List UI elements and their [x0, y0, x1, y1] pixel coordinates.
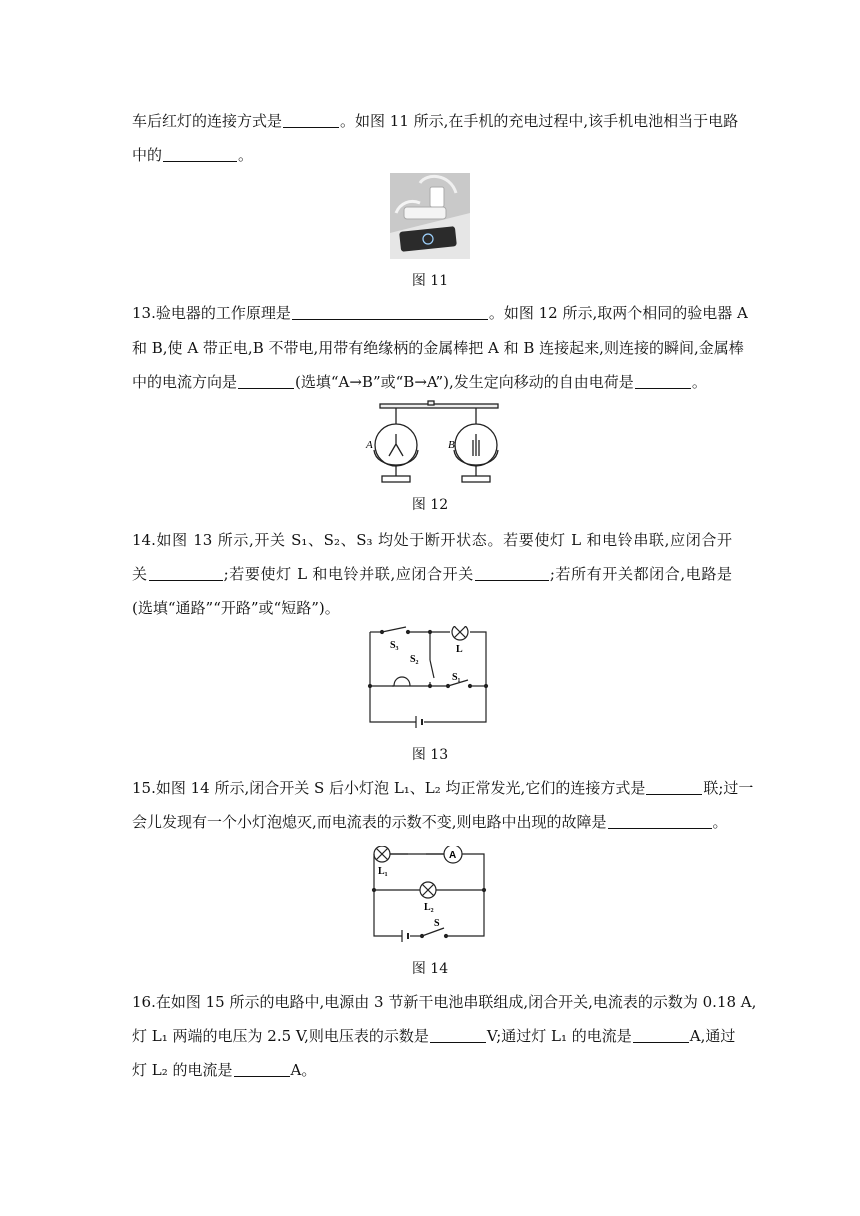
q14-text-2a: 关	[132, 565, 148, 583]
electric-bell	[394, 677, 410, 686]
switch-s3	[382, 627, 406, 632]
q15-text-1b: 联;过一	[703, 779, 754, 797]
answer-blank[interactable]	[238, 374, 294, 389]
answer-blank[interactable]	[475, 566, 549, 581]
label-l2: L₂	[424, 902, 434, 913]
answer-blank[interactable]	[646, 780, 702, 795]
q15-text-2a: 会儿发现有一个小灯泡熄灭,而电流表的示数不变,则电路中出现的故障是	[132, 813, 607, 831]
q16-line-3	[132, 1060, 732, 1080]
q16-line-1: 16.在如图 15 所示的电路中,电源由 3 节新干电池串联组成,闭合开关,电流表的示数为 0.18 A,	[132, 993, 757, 1011]
figure-11-caption: 图 11	[411, 273, 449, 289]
answer-blank[interactable]	[635, 374, 691, 389]
electroscope-a	[374, 408, 418, 482]
q13-text-3c: 。	[691, 373, 707, 391]
q15-text-1a: 15.如图 14 所示,闭合开关 S 后小灯泡 L₁、L₂ 均正常发光,它们的连接方式是	[132, 779, 646, 797]
answer-blank[interactable]	[234, 1062, 290, 1077]
q15-line-2	[132, 812, 732, 832]
q16-text-2a: 灯 L₁ 两端的电压为 2.5 V,则电压表的示数是	[132, 1027, 429, 1045]
q14-line-1: 14.如图 13 所示,开关 S₁、S₂、S₃ 均处于断开状态。若要使灯 L 和电铃串联,应闭合开	[132, 531, 732, 549]
switch-s	[422, 928, 444, 936]
q13-text-1a: 13.验电器的工作原理是	[132, 304, 291, 322]
label-s2: S₂	[410, 654, 419, 665]
electroscope-b	[454, 408, 498, 482]
label-s3: S₃	[390, 640, 399, 651]
q13-text-3b: (选填“A→B”或“B→A”),发生定向移动的自由电荷是	[295, 373, 634, 391]
answer-blank[interactable]	[608, 814, 712, 829]
switch-s2	[430, 660, 434, 678]
answer-blank[interactable]	[283, 113, 339, 128]
q12-line-1	[132, 111, 739, 131]
q13-line-2: 和 B,使 A 带正电,B 不带电,用带有绝缘柄的金属棒把 A 和 B 连接起来,则连接的瞬间,金属棒	[132, 339, 744, 357]
q13-line-3	[132, 372, 732, 392]
q14-line-2	[132, 564, 732, 584]
answer-blank[interactable]	[163, 147, 237, 162]
label-l: L	[456, 644, 463, 655]
q16-line-2	[132, 1026, 736, 1046]
label-a: A	[366, 439, 373, 451]
label-l1: L₁	[378, 866, 388, 877]
circuit-diagram-13	[364, 626, 490, 730]
insulating-handle	[428, 401, 434, 405]
label-s1: S₁	[452, 672, 461, 683]
answer-blank[interactable]	[633, 1028, 689, 1043]
electroscope-diagram	[360, 400, 510, 490]
label-s: S	[434, 918, 440, 929]
q12-text-2a: 中的	[132, 146, 163, 164]
circuit-diagram-14	[370, 846, 488, 944]
answer-blank[interactable]	[149, 566, 223, 581]
answer-blank[interactable]	[430, 1028, 486, 1043]
phone-charging-image	[390, 173, 470, 259]
q13-line-1	[132, 303, 748, 323]
metal-rod	[380, 404, 498, 408]
q14-text-2c: ;若所有开关都闭合,电路是	[549, 565, 732, 583]
q16-text-3b: A。	[290, 1061, 317, 1079]
q12-text-1b: 。如图 11 所示,在手机的充电过程中,该手机电池相当于电路	[340, 112, 739, 130]
q14-text-2b: ;若要使灯 L 和电铃并联,应闭合开关	[223, 565, 474, 583]
q14-line-3: (选填“通路”“开路”或“短路”)。	[132, 599, 340, 617]
q15-text-2b: 。	[712, 813, 728, 831]
q16-text-2b: V;通过灯 L₁ 的电流是	[486, 1027, 632, 1045]
q12-text-2b: 。	[238, 146, 254, 164]
figure-12-caption: 图 12	[411, 497, 449, 513]
q15-line-1	[132, 778, 754, 798]
q12-text-1a: 车后红灯的连接方式是	[132, 112, 283, 130]
figure-14-caption: 图 14	[411, 961, 449, 977]
figure-13-caption: 图 13	[411, 747, 449, 763]
answer-blank[interactable]	[292, 305, 488, 320]
q16-text-3a: 灯 L₂ 的电流是	[132, 1061, 233, 1079]
q16-text-2c: A,通过	[689, 1027, 736, 1045]
ammeter-label: A	[449, 850, 457, 861]
q13-text-1b: 。如图 12 所示,取两个相同的验电器 A	[488, 304, 748, 322]
q13-text-3a: 中的电流方向是	[132, 373, 238, 391]
label-b: B	[448, 439, 455, 451]
q12-line-2	[132, 145, 732, 165]
phone-charging-photo	[390, 173, 470, 259]
